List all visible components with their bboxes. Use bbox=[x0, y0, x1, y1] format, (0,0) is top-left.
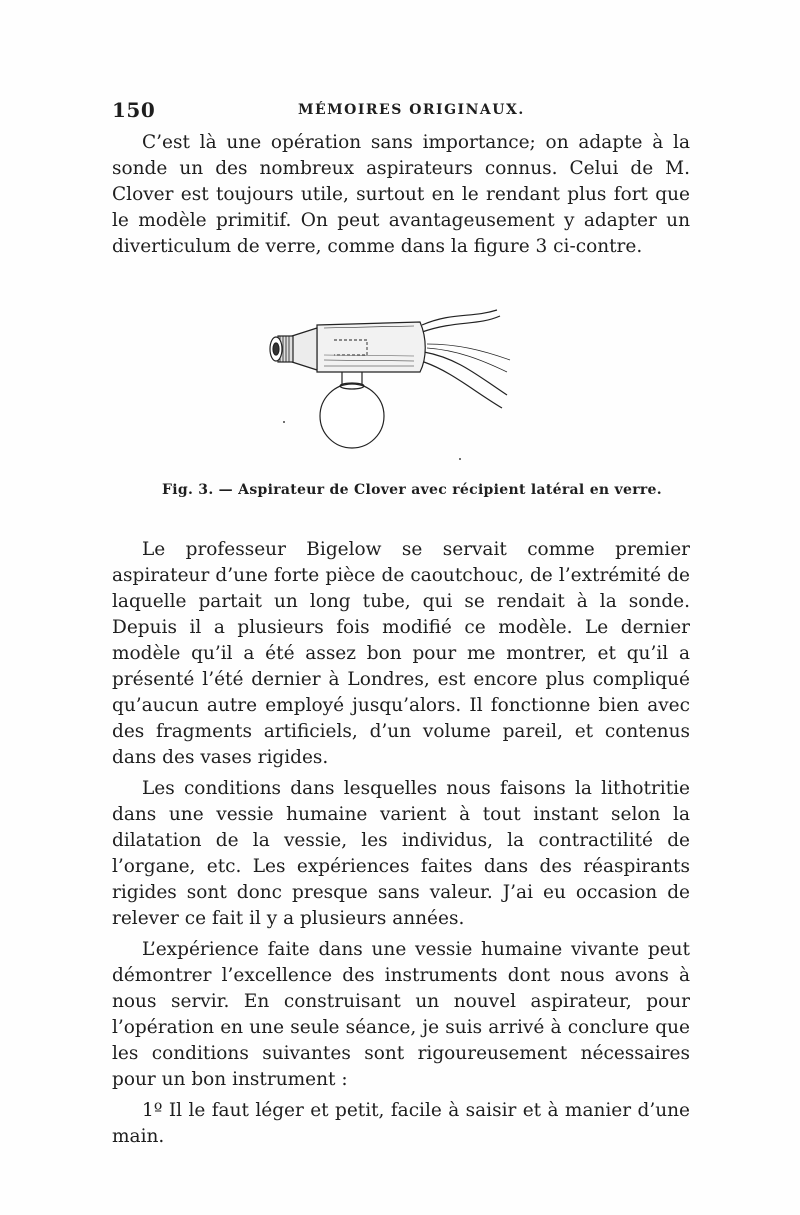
paragraph: L’expérience faite dans une vessie humaine vivante peut démontrer l’excellence des instruments dont nous avons à nous servir. En construisant un nouvel aspirateur, pour l’opération en une seule séance, je suis arrivé à conclure que les conditions suivantes sont rigoureusement nécessaires pour un bon instrument : bbox=[112, 939, 690, 1090]
paragraph: C’est là une opération sans importance; on adapte à la sonde un des nombreux aspirateurs connus. Celui de M. Clover est toujours utile, surtout en le rendant plus fort que le modèle primitif. On peut avantageusement y adapter un diverticulum de verre, comme dans la figure 3 ci-contre. bbox=[112, 132, 690, 257]
clover-aspirator-illustration bbox=[262, 300, 512, 465]
paragraph: Le professeur Bigelow se servait comme premier aspirateur d’une forte pièce de caoutchouc, de l’extrémité de laquelle partait un long tube, qui se rendait à la sonde. Depuis il a plusieurs fois modifié ce modèle. Le dernier modèle qu’il a été assez bon pour me montrer, et qu’il a présenté l’été dernier à Londres, est encore plus compliqué qu’aucun autre employé jusqu’alors. Il fonctionne bien avec des fragments artificiels, d’un volume pareil, et contenus dans des vases rigides. bbox=[112, 539, 690, 768]
paragraph: Les conditions dans lesquelles nous faisons la lithotritie dans une vessie humaine varient à tout instant selon la dilatation de la vessie, les individus, la contractilité de l’organe, etc. Les expériences faites dans des réaspirants rigides sont donc presque sans valeur. J’ai eu occasion de relever ce fait il y a plusieurs années. bbox=[112, 778, 690, 929]
running-title: MÉMOIRES ORIGINAUX. bbox=[298, 102, 525, 118]
figure-caption: Fig. 3. — Aspirateur de Clover avec récipient latéral en verre. bbox=[162, 482, 662, 498]
text-block-bottom bbox=[112, 537, 690, 1150]
text-block-top bbox=[112, 130, 690, 260]
page-number: 150 bbox=[112, 98, 156, 122]
paragraph: 1º Il le faut léger et petit, facile à saisir et à manier d’une main. bbox=[112, 1100, 690, 1147]
